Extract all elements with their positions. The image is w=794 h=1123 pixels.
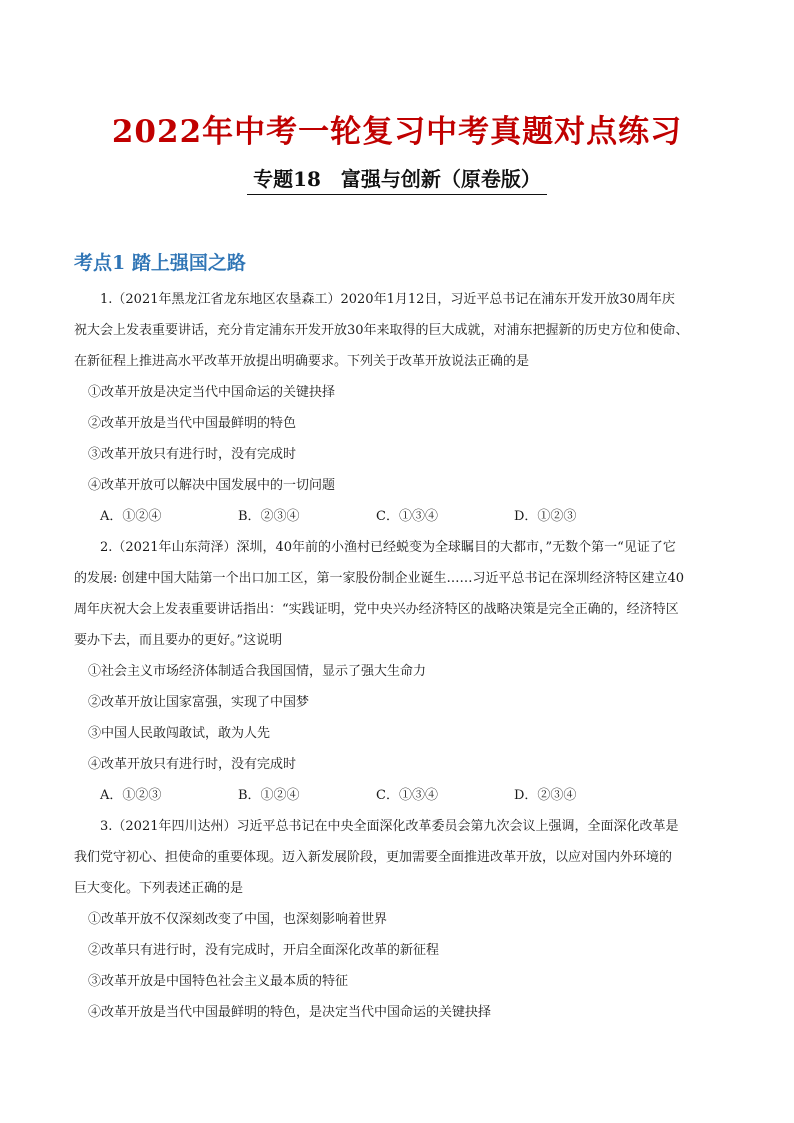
- answer-choices: [74, 501, 726, 532]
- page-subtitle: 专题18 富强与创新（原卷版）: [247, 163, 547, 195]
- question-stem-line: 周年庆祝大会上发表重要讲话指出：“实践证明，党中央兴办经济特区的战略决策是完全正确的，经济特区: [74, 602, 679, 617]
- question-list: [74, 284, 726, 1028]
- question-3: [74, 811, 726, 1028]
- question-option: ④改革开放可以解决中国发展中的一切问题: [88, 478, 336, 493]
- question-stem-line: 巨大变化。下列表述正确的是: [74, 881, 244, 896]
- question-stem-line: 1.（2021年黑龙江省龙东地区农垦森工）2020年1月12日，习近平总书记在浦东开发开放30周年庆: [100, 292, 675, 307]
- question-option: ②改革开放让国家富强，实现了中国梦: [88, 695, 310, 710]
- question-option: ④改革开放是当代中国最鲜明的特色，是决定当代中国命运的关键抉择: [88, 1005, 492, 1020]
- question-option: ④改革开放只有进行时，没有完成时: [88, 757, 297, 772]
- subtitle-wrapper: [0, 163, 794, 195]
- question-option: ③中国人民敢闯敢试，敢为人先: [88, 726, 271, 741]
- question-stem-line: 2.（2021年山东菏泽）深圳，40年前的小渔村已经蜕变为全球瞩目的大都市，”无数个第一“见证了它: [100, 540, 676, 555]
- answer-choice-a: A．①②③: [100, 788, 162, 803]
- answer-choice-a: A．①②④: [100, 509, 162, 524]
- question-stem-line: 我们党守初心、担使命的重要体现。迈入新发展阶段，更加需要全面推进改革开放，以应对国内外环境的: [74, 850, 673, 865]
- question-option: ①改革开放是决定当代中国命运的关键抉择: [88, 385, 336, 400]
- question-option: ①社会主义市场经济体制适合我国国情，显示了强大生命力: [88, 664, 427, 679]
- question-stem-line: 祝大会上发表重要讲话，充分肯定浦东开发开放30年来取得的巨大成就，对浦东把握新的历史方位和使命、: [74, 323, 689, 338]
- question-1: [74, 284, 726, 532]
- question-option: ①改革开放不仅深刻改变了中国，也深刻影响着世界: [88, 912, 388, 927]
- question-2: [74, 532, 726, 811]
- section-heading: 考点1 踏上强国之路: [74, 252, 246, 274]
- question-option: ③改革开放是中国特色社会主义最本质的特征: [88, 974, 349, 989]
- page-title: 2022年中考一轮复习中考真题对点练习: [111, 114, 683, 150]
- answer-choice-c: C．①③④: [376, 509, 438, 524]
- question-option: ③改革开放只有进行时，没有完成时: [88, 447, 297, 462]
- answer-choices: [74, 780, 726, 811]
- question-option: ②改革开放是当代中国最鲜明的特色: [88, 416, 297, 431]
- question-stem-line: 3.（2021年四川达州）习近平总书记在中央全面深化改革委员会第九次会议上强调，全面深化改革是: [100, 819, 679, 834]
- answer-choice-d: D．②③④: [514, 788, 577, 803]
- answer-choice-c: C．①③④: [376, 788, 438, 803]
- question-stem-line: 要办下去，而且要办的更好。”这说明: [74, 633, 283, 648]
- answer-choice-d: D．①②③: [514, 509, 577, 524]
- answer-choice-b: B．②③④: [238, 509, 300, 524]
- question-stem-line: 的发展: 创建中国大陆第一个出口加工区，第一家股份制企业诞生……习近平总书记在深圳经济特区建立40: [74, 571, 685, 586]
- question-option: ②改革只有进行时，没有完成时，开启全面深化改革的新征程: [88, 943, 440, 958]
- answer-choice-b: B．①②④: [238, 788, 300, 803]
- question-stem-line: 在新征程上推进高水平改革开放提出明确要求。下列关于改革开放说法正确的是: [74, 354, 530, 369]
